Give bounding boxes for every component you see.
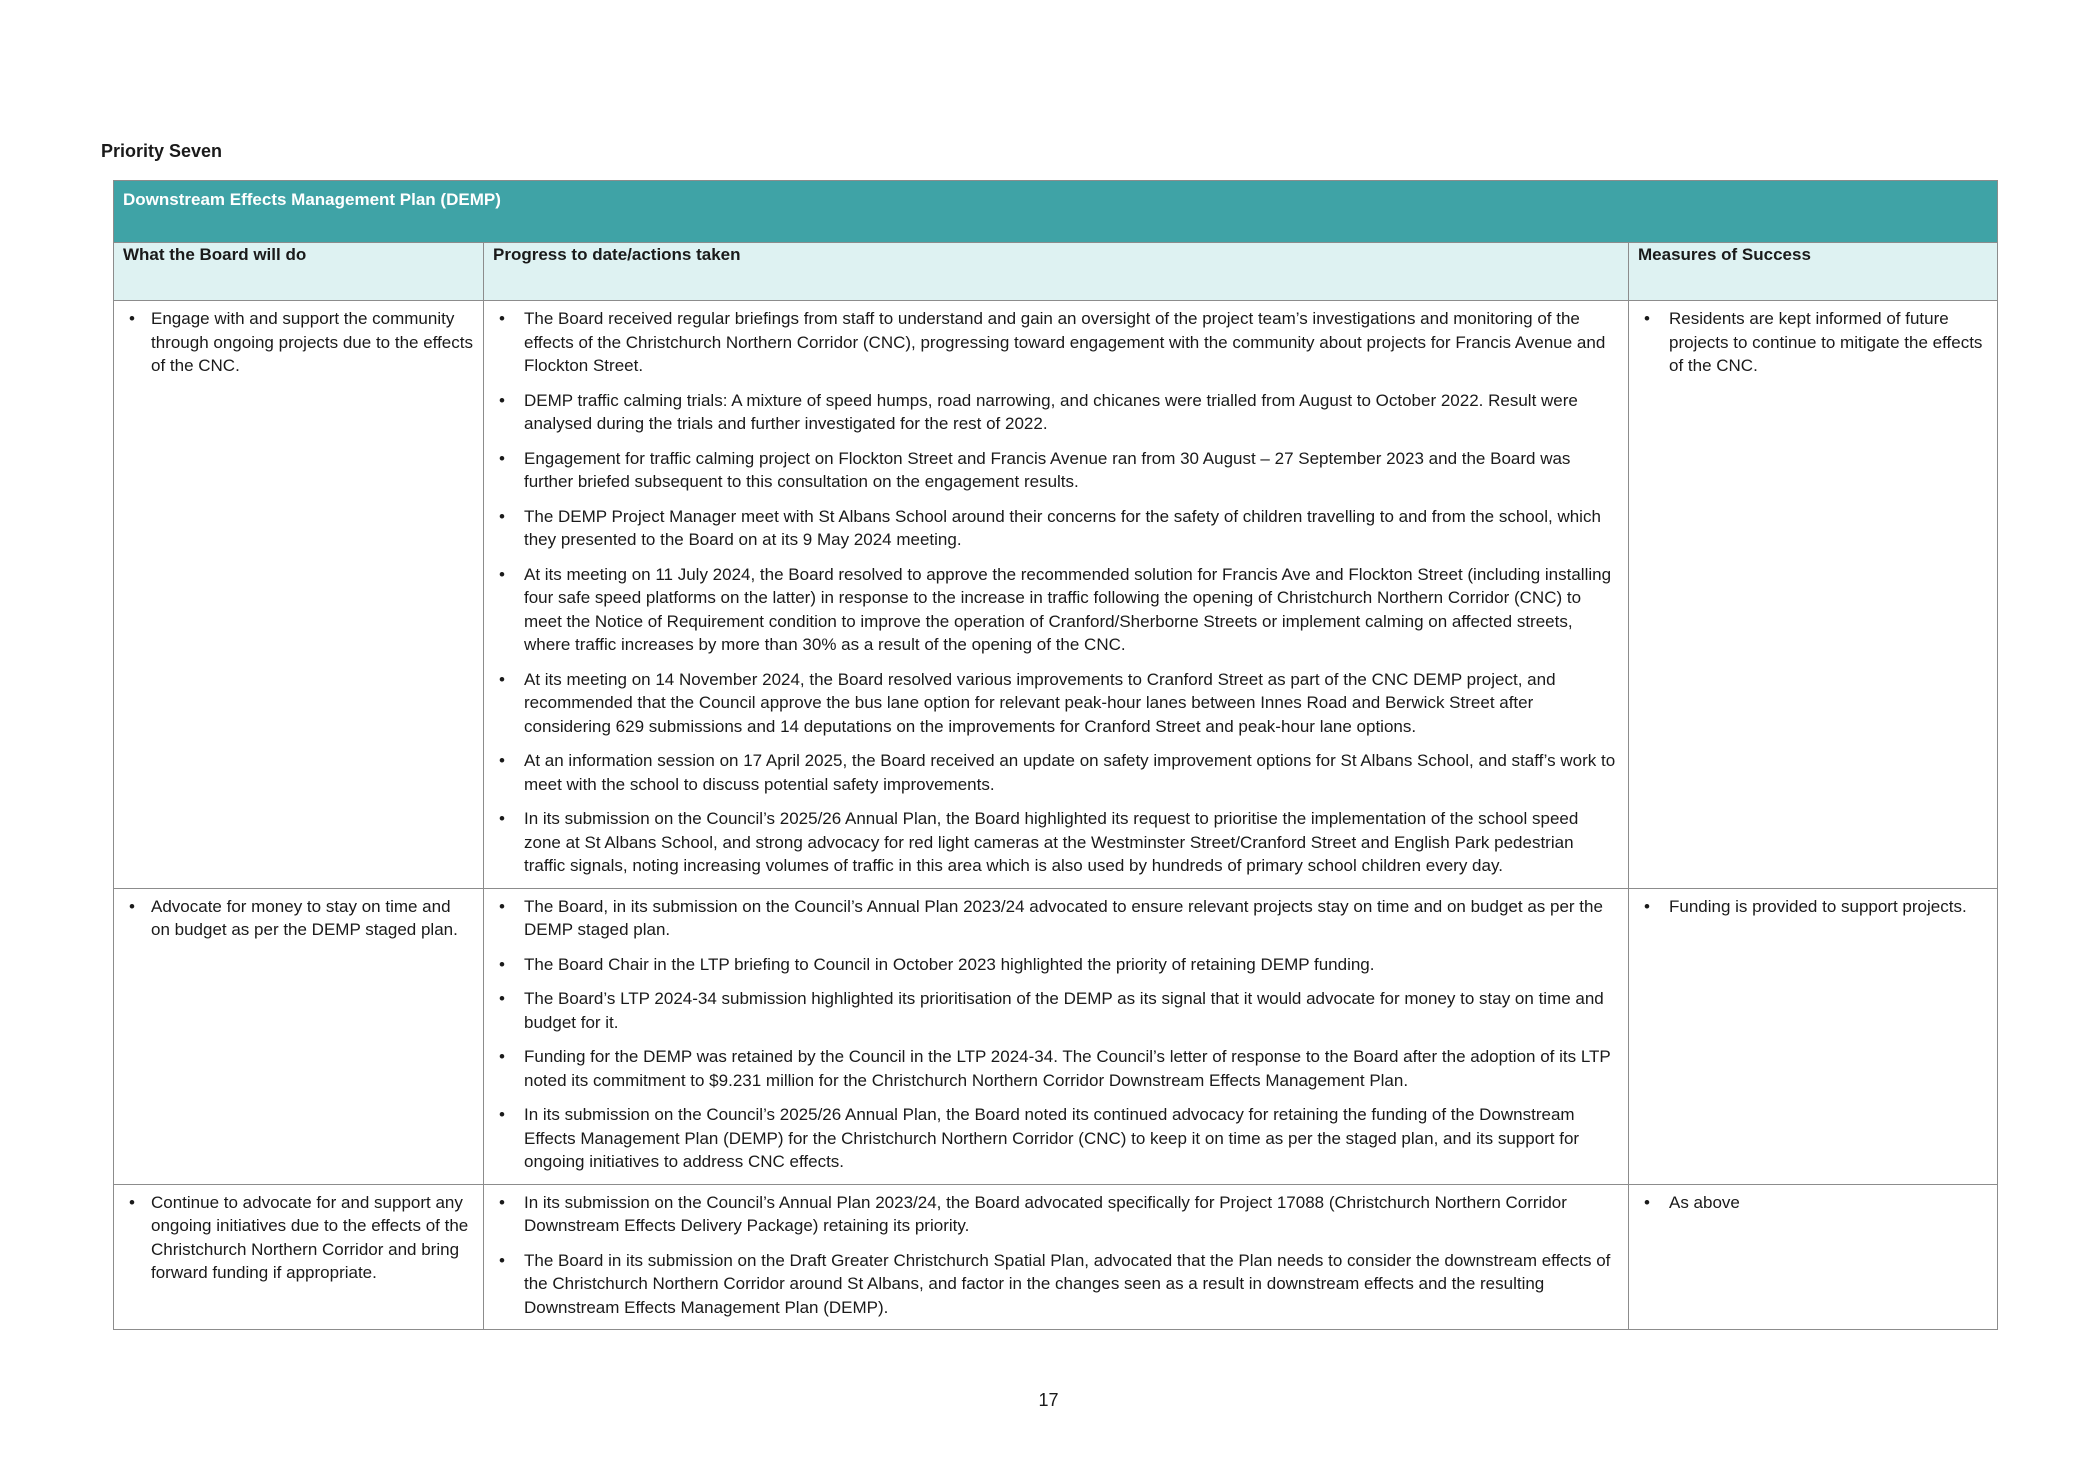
list-item-text: At its meeting on 11 July 2024, the Board resolved to approve the recommended solution for Francis Ave and Flockton Street (including installing four safe speed platforms on the latter) in response to the increase in traffic following the opening of Christchurch Northern Corridor (CNC) to meet the Notice of Requirement condition to improve the operation of Cranford/Sherborne Streets or implement calming on affected streets, where traffic increases by more than 30% as a result of the opening of the CNC.: [524, 564, 1612, 654]
table-title-row: [114, 181, 1998, 243]
board-cell: [114, 301, 484, 889]
table-title: Downstream Effects Management Plan (DEMP): [114, 181, 1998, 243]
progress-cell: [484, 888, 1629, 1184]
bullet-icon: •: [499, 1105, 505, 1124]
column-header-board: What the Board will do: [114, 243, 484, 301]
list-item: [492, 447, 1618, 494]
bullet-list: [122, 895, 473, 942]
bullet-icon: •: [499, 669, 505, 689]
list-item-text: Continue to advocate for and support any ongoing initiatives due to the effects of the Christchurch Northern Corridor and bring forward funding if appropriate.: [151, 1192, 469, 1282]
list-item-text: Engage with and support the community through ongoing projects due to the effects of the CNC.: [151, 309, 473, 375]
list-item-text: In its submission on the Council’s 2025/26 Annual Plan, the Board highlighted its request to prioritise the implementation of the school speed zone at St Albans School, and strong advocacy for red light cameras at the Westminster Street/Cranford Street and English Park pedestrian traffic signals, noting increasing volumes of traffic in this area which is also used by hundreds of primary school children every day.: [524, 809, 1579, 875]
column-header-measures: Measures of Success: [1629, 243, 1998, 301]
list-item: [1637, 307, 1987, 378]
bullet-icon: •: [499, 896, 505, 916]
bullet-icon: •: [129, 896, 135, 916]
list-item: [122, 895, 473, 942]
list-item-text: As above: [1669, 1192, 1740, 1212]
list-item-text: The Board Chair in the LTP briefing to Council in October 2023 highlighted the priority of retaining DEMP funding.: [524, 954, 1375, 974]
list-item: [1637, 1191, 1987, 1215]
bullet-list: [1637, 895, 1987, 919]
list-item: [492, 1045, 1618, 1092]
list-item: [492, 1191, 1618, 1238]
measures-cell: [1629, 1184, 1998, 1330]
bullet-icon: •: [1644, 896, 1650, 916]
bullet-icon: •: [499, 989, 505, 1008]
list-item: [492, 807, 1618, 878]
measures-cell: [1629, 301, 1998, 889]
list-item-text: Advocate for money to stay on time and on budget as per the DEMP staged plan.: [151, 896, 458, 939]
bullet-list: [1637, 307, 1987, 378]
list-item: [492, 749, 1618, 796]
bullet-icon: •: [129, 309, 135, 328]
list-item-text: The DEMP Project Manager meet with St Albans School around their concerns for the safety of children travelling to and from the school, which they presented to the Board on at its 9 May 2024 meeting.: [524, 506, 1601, 549]
list-item-text: Residents are kept informed of future projects to continue to mitigate the effects of the CNC.: [1669, 309, 1983, 375]
bullet-list: [492, 1191, 1618, 1320]
bullet-icon: •: [499, 751, 505, 770]
bullet-icon: •: [1644, 309, 1650, 328]
bullet-icon: •: [499, 506, 505, 526]
priority-heading: Priority Seven: [101, 141, 223, 161]
bullet-icon: •: [499, 390, 505, 410]
list-item-text: Funding for the DEMP was retained by the Council in the LTP 2024-34. The Council’s letter of response to the Board after the adoption of its LTP noted its commitment to $9.231 million for the Christchurch Northern Corridor Downstream Effects Management Plan.: [524, 1047, 1611, 1090]
bullet-list: [492, 895, 1618, 1174]
bullet-icon: •: [129, 1192, 135, 1212]
page-number: 17: [1038, 1390, 1059, 1410]
list-item: [492, 307, 1618, 378]
bullet-icon: •: [499, 954, 505, 974]
table-row: [114, 1184, 1998, 1330]
bullet-icon: •: [499, 809, 505, 828]
list-item-text: At an information session on 17 April 2025, the Board received an update on safety improvement options for St Albans School, and staff’s work to meet with the school to discuss potential safety improvements.: [524, 751, 1616, 794]
list-item-text: The Board’s LTP 2024-34 submission highlighted its prioritisation of the DEMP as its signal that it would advocate for money to stay on time and budget for it.: [524, 989, 1604, 1032]
list-item: [492, 1103, 1618, 1174]
bullet-list: [492, 307, 1618, 878]
list-item: [492, 987, 1618, 1034]
bullet-icon: •: [1644, 1192, 1650, 1212]
progress-cell: [484, 1184, 1629, 1330]
bullet-icon: •: [499, 1192, 505, 1212]
list-item: [122, 1191, 473, 1285]
list-item: [122, 307, 473, 378]
list-item: [492, 505, 1618, 552]
list-item-text: The Board received regular briefings from staff to understand and gain an oversight of the project team’s investigations and monitoring of the effects of the Christchurch Northern Corridor (CNC), progressing toward engagement with the community about projects for Francis Avenue and Flockton Street.: [524, 309, 1606, 375]
list-item-text: In its submission on the Council’s Annual Plan 2023/24, the Board advocated specifically for Project 17088 (Christchurch Northern Corridor Downstream Effects Delivery Package) retaining its priority.: [524, 1192, 1567, 1235]
bullet-icon: •: [499, 1250, 505, 1270]
list-item-text: Funding is provided to support projects.: [1669, 896, 1967, 916]
table-row: [114, 301, 1998, 889]
bullet-icon: •: [499, 564, 505, 584]
table-body: [114, 301, 1998, 1330]
list-item-text: At its meeting on 14 November 2024, the Board resolved various improvements to Cranford Street as part of the CNC DEMP project, and recommended that the Council approve the bus lane option for relevant peak-hour lanes between Innes Road and Berwick Street after considering 629 submissions and 14 deputations on the improvements for Cranford Street and peak-hour lane options.: [524, 669, 1556, 736]
bullet-list: [122, 307, 473, 378]
list-item: [492, 1249, 1618, 1320]
list-item-text: In its submission on the Council’s 2025/26 Annual Plan, the Board noted its continued advocacy for retaining the funding of the Downstream Effects Management Plan (DEMP) for the Christchurch Northern Corridor (CNC) to keep it on time as per the staged plan, and its support for ongoing initiatives to address CNC effects.: [524, 1105, 1580, 1171]
list-item: [492, 953, 1618, 977]
list-item: [492, 668, 1618, 739]
list-item-text: DEMP traffic calming trials: A mixture of speed humps, road narrowing, and chicanes were trialled from August to October 2022. Result were analysed during the trials and further investigated for the rest of 2022.: [524, 390, 1578, 433]
column-header-row: [114, 243, 1998, 301]
bullet-list: [1637, 1191, 1987, 1215]
bullet-icon: •: [499, 1047, 505, 1066]
progress-cell: [484, 301, 1629, 889]
list-item: [1637, 895, 1987, 919]
list-item: [492, 895, 1618, 942]
list-item: [492, 563, 1618, 657]
measures-cell: [1629, 888, 1998, 1184]
list-item-text: The Board, in its submission on the Council’s Annual Plan 2023/24 advocated to ensure relevant projects stay on time and on budget as per the DEMP staged plan.: [524, 896, 1603, 939]
bullet-icon: •: [499, 448, 505, 468]
bullet-icon: •: [499, 309, 505, 328]
bullet-list: [122, 1191, 473, 1285]
board-cell: [114, 888, 484, 1184]
list-item-text: The Board in its submission on the Draft Greater Christchurch Spatial Plan, advocated that the Plan needs to consider the downstream effects of the Christchurch Northern Corridor around St Albans, and factor in the changes seen as a result in downstream effects and the resulting Downstream Effects Management Plan (DEMP).: [524, 1250, 1611, 1317]
list-item-text: Engagement for traffic calming project on Flockton Street and Francis Avenue ran from 30 August – 27 September 2023 and the Board was further briefed subsequent to this consultation on the engagement results.: [524, 448, 1571, 491]
column-header-progress: Progress to date/actions taken: [484, 243, 1629, 301]
list-item: [492, 389, 1618, 436]
table-row: [114, 888, 1998, 1184]
board-cell: [114, 1184, 484, 1330]
demp-table: [113, 180, 1998, 1330]
